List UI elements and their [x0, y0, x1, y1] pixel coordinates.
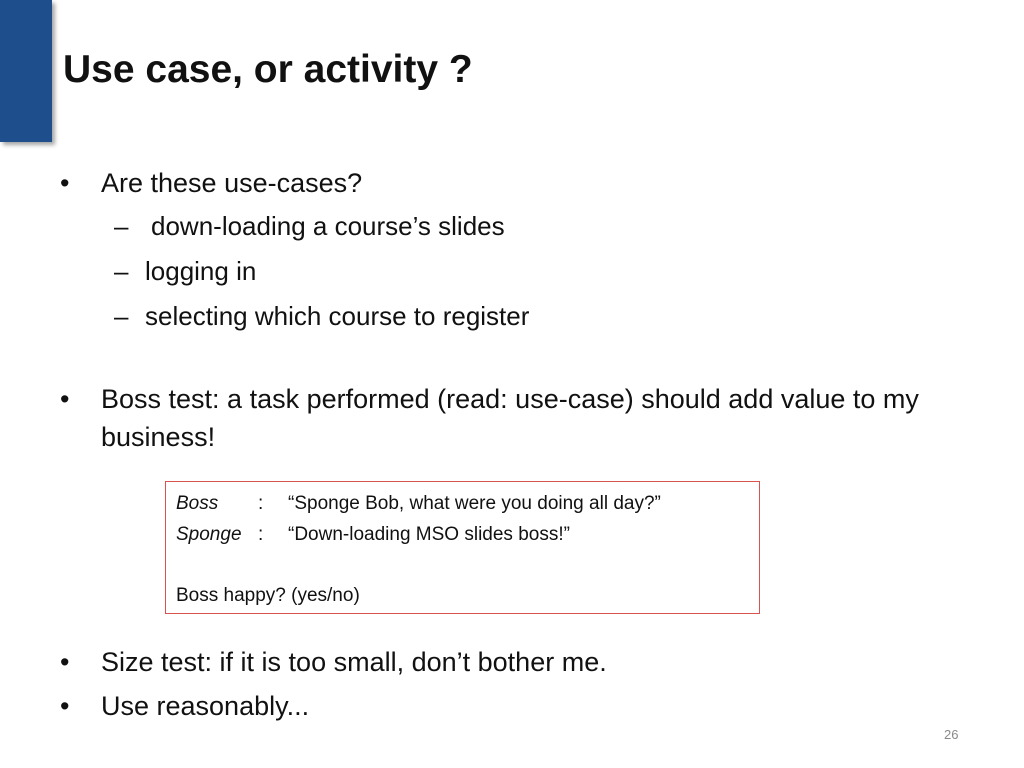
- boss-dialog-box: [165, 481, 760, 614]
- bullet-dot: •: [60, 691, 70, 721]
- dash-marker: –: [114, 211, 129, 241]
- bullet-text: Use reasonably...: [101, 691, 310, 721]
- sub-bullet-text: selecting which course to register: [145, 301, 530, 331]
- sub-bullet-text: down-loading a course’s slides: [151, 211, 505, 241]
- slide-title: Use case, or activity ?: [63, 48, 473, 91]
- bullet-dot: •: [60, 168, 70, 198]
- speaker-name: Boss: [176, 493, 219, 514]
- speaker-colon: :: [258, 493, 264, 514]
- dialog-spacer: [176, 550, 749, 580]
- sub-bullet-text: logging in: [145, 256, 257, 286]
- bullet-text: Boss test: a task performed (read: use-case) should add value to my business!: [101, 384, 919, 452]
- bullet-list: [60, 0, 980, 768]
- bullet-text: Size test: if it is too small, don’t bother me.: [101, 647, 607, 677]
- bullet-text: Are these use-cases?: [101, 168, 363, 198]
- bullet-dot: •: [60, 647, 70, 677]
- dialog-line: [176, 519, 749, 550]
- dash-marker: –: [114, 301, 129, 331]
- dialog-line: [176, 488, 749, 519]
- bullet-dot: •: [60, 384, 70, 414]
- accent-bar: [0, 0, 52, 142]
- speaker-quote: “Down-loading MSO slides boss!”: [288, 524, 570, 545]
- page-number: 26: [944, 727, 959, 742]
- speaker-colon: :: [258, 524, 264, 545]
- dash-marker: –: [114, 256, 129, 286]
- speaker-name: Sponge: [176, 524, 242, 545]
- dialog-question: [176, 580, 749, 611]
- speaker-quote: “Sponge Bob, what were you doing all day?”: [288, 493, 661, 514]
- question-text: Boss happy? (yes/no): [176, 585, 360, 606]
